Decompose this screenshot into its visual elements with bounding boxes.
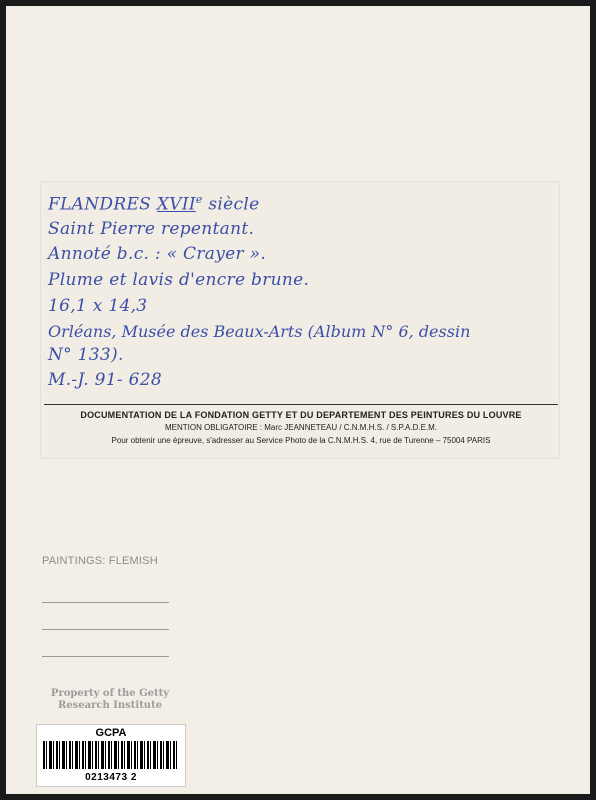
handwritten-medium: Plume et lavis d'encre brune. (48, 270, 310, 290)
stamp-line-2: Research Institute (57, 700, 163, 711)
documentation-title: DOCUMENTATION DE LA FONDATION GETTY ET DU DEPARTEMENT DES PEINTURES DU LOUVRE (80, 410, 522, 420)
stamp-line-1: Property of the Getty (50, 688, 170, 699)
century-text: XVII (156, 194, 196, 215)
handwritten-drawing-number: N° 133). (48, 345, 124, 365)
handwritten-dimensions: 16,1 x 14,3 (48, 296, 148, 316)
blank-line-3 (42, 656, 169, 657)
blank-line-2 (42, 629, 169, 630)
handwritten-annotation: Annoté b.c. : « Crayer ». (48, 244, 267, 264)
property-stamp (40, 688, 180, 712)
handwritten-reference: M.-J. 91- 628 (48, 370, 162, 390)
barcode-label (36, 724, 186, 787)
barcode-title: GCPA (95, 727, 127, 739)
barcode-number: 0213473 2 (85, 772, 137, 783)
documentation-mention: MENTION OBLIGATOIRE : Marc JEANNETEAU / C.N.M.H.S. / S.P.A.D.E.M. (164, 423, 438, 432)
century-superscript: e (195, 193, 203, 206)
label-divider (44, 404, 558, 405)
blank-line-1 (42, 602, 169, 603)
region-text: FLANDRES (48, 194, 152, 215)
documentation-obtain: Pour obtenir une épreuve, s'adresser au Service Photo de la C.N.M.H.S. 4, rue de Turenne – 75004 PARIS (111, 436, 491, 445)
handwritten-location: Orléans, Musée des Beaux-Arts (Album N° 6, dessin (48, 322, 471, 341)
category-label: PAINTINGS: FLEMISH (42, 555, 158, 567)
handwritten-title: Saint Pierre repentant. (48, 219, 255, 239)
siecle-text: siècle (208, 194, 260, 215)
barcode-bars (43, 741, 179, 769)
handwritten-line-1 (48, 193, 259, 215)
